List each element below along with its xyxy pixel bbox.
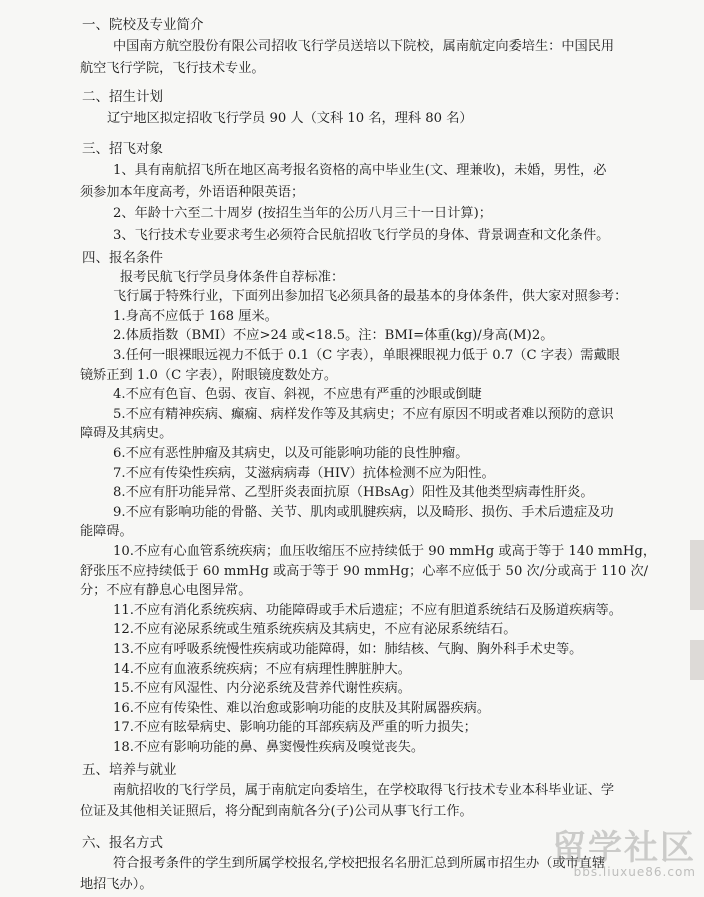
requirement-item: 3.任何一眼裸眼远视力不低于 0.1（C 字表），单眼裸眼视力低于 0.7（C 字表）需戴眼 <box>113 348 620 363</box>
section-heading: 二、招生计划 <box>82 89 163 105</box>
requirement-item: 2.体质指数（BMI）不应>24 或<18.5。注：BMI=体重(kg)/身高(M)2。 <box>113 328 554 343</box>
paragraph-line: 航空飞行学院，飞行技术专业。 <box>80 61 265 76</box>
paragraph-line: 3、飞行技术专业要求考生必须符合民航招收飞行学员的身体、背景调查和文化条件。 <box>113 228 610 243</box>
requirement-item: 障碍及其病史。 <box>80 426 173 441</box>
paragraph-line: 中国南方航空股份有限公司招收飞行学员送培以下院校，属南航定向委培生：中国民用 <box>113 39 615 54</box>
requirement-item: 13.不应有呼吸系统慢性疾病或功能障碍，如：肺结核、气胸、胸外科手术史等。 <box>113 642 583 657</box>
requirement-item: 12.不应有泌尿系统或生殖系统疾病及其病史，不应有泌尿系统结石。 <box>113 622 517 637</box>
requirement-item: 4.不应有色盲、色弱、夜盲、斜视，不应患有严重的沙眼或倒睫 <box>113 387 482 402</box>
section-heading: 一、院校及专业简介 <box>82 17 204 33</box>
requirement-item: 9.不应有影响功能的骨骼、关节、肌肉或肌腱疾病，以及畸形、损伤、手术后遗症及功 <box>113 505 614 520</box>
requirement-item: 5.不应有精神疾病、癫痫、病样发作等及其病史；不应有原因不明或者难以预防的意识 <box>113 407 614 422</box>
requirement-item: 分；不应有静息心电图异常。 <box>80 583 252 598</box>
paragraph-line: 符合报考条件的学生到所属学校报名,学校把报名名册汇总到所属市招生办（或市直辖 <box>113 856 606 871</box>
paragraph-line: 报考民航飞行学员身体条件自荐标准： <box>120 270 345 285</box>
paragraph-line: 1、具有南航招飞所在地区高考报名资格的高中毕业生(文、理兼收)，未婚，男性，必 <box>113 163 607 178</box>
watermark <box>552 828 696 879</box>
requirement-item: 15.不应有风湿性、内分泌系统及营养代谢性疾病。 <box>113 681 411 696</box>
requirement-item: 16.不应有传染性、难以治愈或影响功能的皮肤及其附属器疾病。 <box>113 701 491 716</box>
requirement-item: 7.不应有传染性疾病，艾滋病病毒（HIV）抗体检测不应为阳性。 <box>113 466 495 481</box>
paragraph-line: 南航招收的飞行学员，属于南航定向委培生，在学校取得飞行技术专业本科毕业证、学 <box>113 783 615 798</box>
paragraph-line: 位证及其他相关证照后，将分配到南航各分(子)公司从事飞行工作。 <box>80 804 473 819</box>
paragraph-line: 2、年龄十六至二十周岁 (按招生当年的公历八月三十一日计算)； <box>113 206 492 221</box>
requirement-item: 舒张压不应持续低于 60 mmHg 或高于等于 90 mmHg；心率不应低于 50 次/分或高于 110 次/ <box>80 564 649 579</box>
watermark-brand: 留学社区 <box>552 828 696 868</box>
section-heading: 五、培养与就业 <box>82 762 177 778</box>
watermark-url: bbs.liuxue86.com <box>573 865 696 879</box>
section-heading: 三、招飞对象 <box>82 141 163 157</box>
requirement-item: 6.不应有恶性肿瘤及其病史，以及可能影响功能的良性肿瘤。 <box>113 446 469 461</box>
section-heading: 六、报名方式 <box>82 835 163 851</box>
section-heading: 四、报名条件 <box>82 250 163 266</box>
requirement-item: 镜矫正到 1.0（C 字表），附眼镜度数处方。 <box>80 368 338 383</box>
paragraph-line: 须参加本年度高考，外语语种限英语； <box>80 185 305 200</box>
paragraph-line: 辽宁地区拟定招收飞行学员 90 人（文科 10 名，理科 80 名） <box>107 111 473 126</box>
requirement-item: 11.不应有消化系统疾病、功能障碍或手术后遗症；不应有胆道系统结石及肠道疾病等。 <box>113 603 622 618</box>
requirement-item: 1.身高不应低于 168 厘米。 <box>113 309 278 324</box>
scan-edge-mark <box>690 640 704 680</box>
scan-edge-mark <box>690 540 704 610</box>
requirement-item: 17.不应有眩晕病史、影响功能的耳部疾病及严重的听力损失； <box>113 720 477 735</box>
requirement-item: 14.不应有血液系统疾病；不应有病理性脾脏肿大。 <box>113 662 411 677</box>
requirement-item: 18.不应有影响功能的鼻、鼻窦慢性疾病及嗅觉丧失。 <box>113 740 425 755</box>
paragraph-line: 地招飞办）。 <box>80 877 153 892</box>
paragraph-line: 飞行属于特殊行业，下面列出参加招飞必须具备的最基本的身体条件，供大家对照参考： <box>113 289 628 304</box>
requirement-item: 8.不应有肝功能异常、乙型肝炎表面抗原（HBsAg）阳性及其他类型病毒性肝炎。 <box>113 485 594 500</box>
requirement-item: 10.不应有心血管系统疾病；血压收缩压不应持续低于 90 mmHg 或高于等于 140 mmHg， <box>113 544 657 559</box>
requirement-item: 能障碍。 <box>80 524 133 539</box>
